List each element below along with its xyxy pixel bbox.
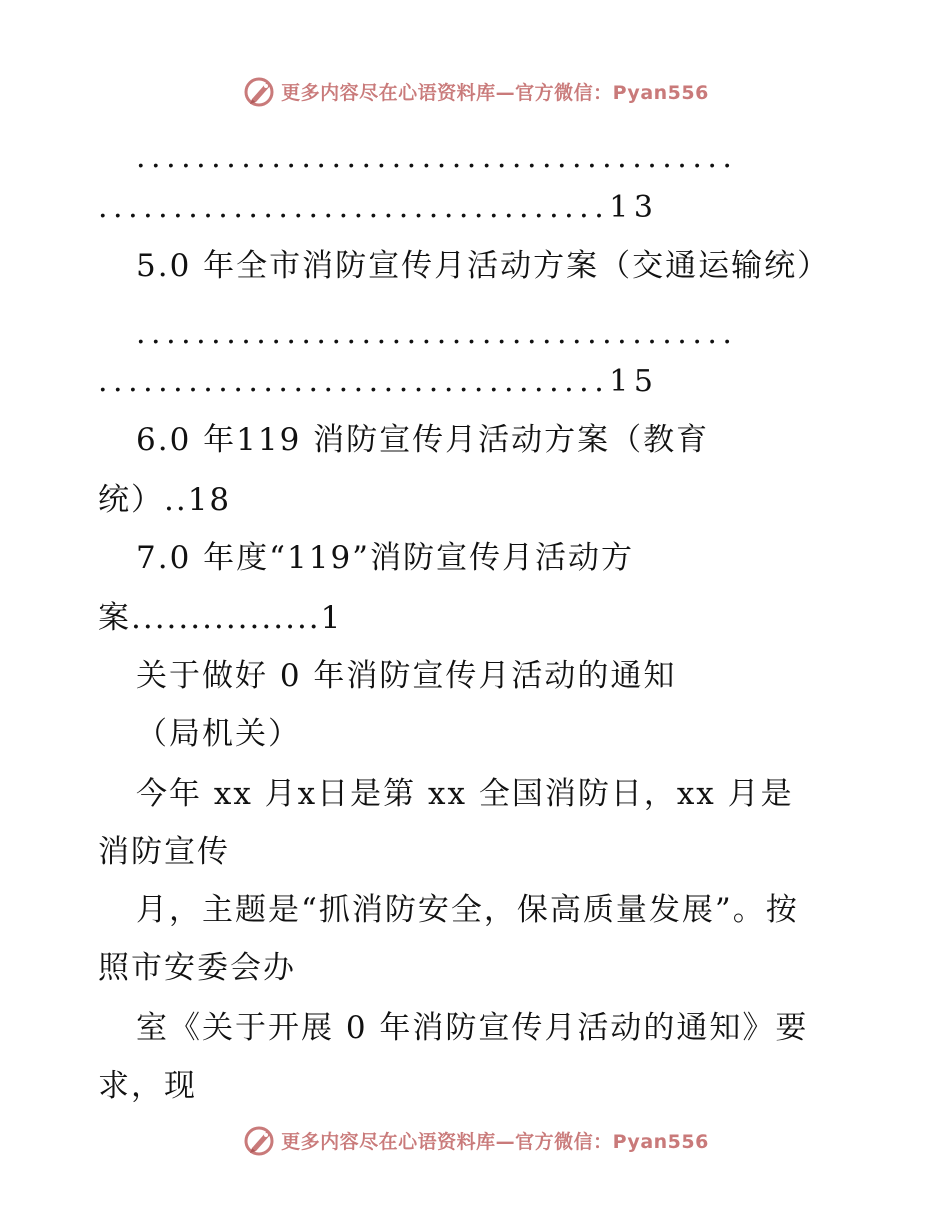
paragraph-line: 今年 xx 月x日是第 xx 全国消防日，xx 月是: [136, 776, 794, 812]
toc-item-7-cont: 案................1: [98, 600, 343, 636]
pen-logo-icon: [241, 1122, 277, 1158]
toc-item-7: 7.0 年度“119”消防宣传月活动方: [136, 540, 635, 576]
paragraph-line: 月，主题是“抓消防安全，保高质量发展”。按: [136, 892, 799, 928]
watermark-text: 更多内容尽在心语资料库—官方微信：Pyan556: [281, 81, 709, 104]
toc-page-13: ..................................13: [98, 190, 659, 225]
header-watermark: [0, 71, 950, 111]
toc-item-6-cont: 统）..18: [98, 482, 232, 518]
toc-item-6: 6.0 年119 消防宣传月活动方案（教育: [136, 422, 710, 458]
notice-title: 关于做好 0 年消防宣传月活动的通知: [136, 658, 677, 694]
paragraph-line: 照市安委会办: [98, 950, 296, 986]
toc-page-15: ..................................15: [98, 364, 659, 399]
paragraph-line: 消防宣传: [98, 834, 230, 870]
toc-leader-dots: ........................................: [136, 316, 738, 351]
watermark-text: 更多内容尽在心语资料库—官方微信：Pyan556: [281, 1130, 709, 1153]
notice-subtitle: （局机关）: [136, 716, 301, 752]
paragraph-line: 求，现: [98, 1068, 197, 1104]
pen-logo-icon: [241, 73, 277, 109]
toc-item-5: 5.0 年全市消防宣传月活动方案（交通运输统）: [136, 248, 831, 284]
toc-leader-dots: ........................................: [136, 140, 738, 175]
paragraph-line: 室《关于开展 0 年消防宣传月活动的通知》要: [136, 1010, 809, 1046]
footer-watermark: [0, 1120, 950, 1160]
